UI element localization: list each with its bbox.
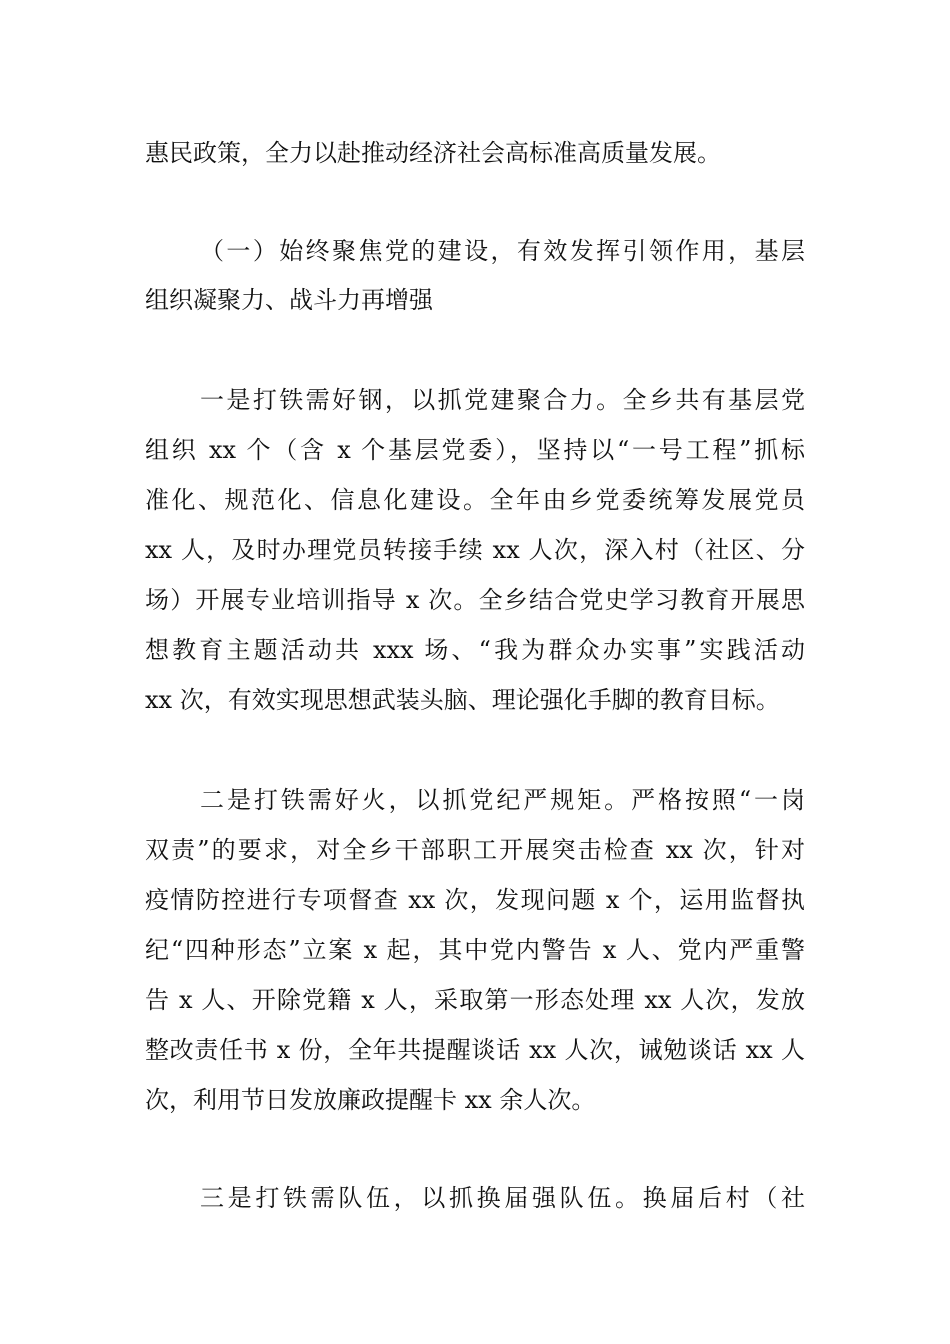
paragraph-line: 次，利用节日发放廉政提醒卡 xx 余人次。 (145, 1086, 596, 1114)
paragraph-line: xx 次，有效实现思想武装头脑、理论强化手脚的教育目标。 (145, 686, 780, 714)
paragraph-line: 告 x 人、开除党籍 x 人，采取第一形态处理 xx 人次，发放 (145, 986, 805, 1014)
paragraph-line: 三是打铁需队伍，以抓换届强队伍。换届后村（社 (200, 1184, 805, 1212)
paragraph-line: 组织 xx 个（含 x 个基层党委），坚持以“一号工程”抓标 (145, 436, 805, 464)
paragraph-line: 一是打铁需好钢，以抓党建聚合力。全乡共有基层党 (200, 386, 805, 414)
paragraph-line: 场）开展专业培训指导 x 次。全乡结合党史学习教育开展思 (145, 586, 805, 614)
paragraph-line: 二是打铁需好火，以抓党纪严规矩。严格按照“一岗 (200, 786, 805, 814)
paragraph-line: 双责”的要求，对全乡干部职工开展突击检查 xx 次，针对 (145, 836, 805, 864)
paragraph-line: 纪“四种形态”立案 x 起，其中党内警告 x 人、党内严重警 (145, 936, 805, 964)
paragraph-line: 整改责任书 x 份，全年共提醒谈话 xx 人次，诫勉谈话 xx 人 (145, 1036, 805, 1064)
paragraph-line: 想教育主题活动共 xxx 场、“我为群众办实事”实践活动 (145, 636, 805, 664)
heading-line: （一）始终聚焦党的建设，有效发挥引领作用，基层 (200, 237, 805, 265)
paragraph-line: 准化、规范化、信息化建设。全年由乡党委统筹发展党员 (145, 486, 805, 514)
paragraph-line: xx 人，及时办理党员转接手续 xx 人次，深入村（社区、分 (145, 536, 805, 564)
heading-line: 组织凝聚力、战斗力再增强 (145, 286, 433, 314)
intro-line: 惠民政策，全力以赴推动经济社会高标准高质量发展。 (145, 139, 721, 167)
paragraph-line: 疫情防控进行专项督查 xx 次，发现问题 x 个，运用监督执 (145, 886, 805, 914)
